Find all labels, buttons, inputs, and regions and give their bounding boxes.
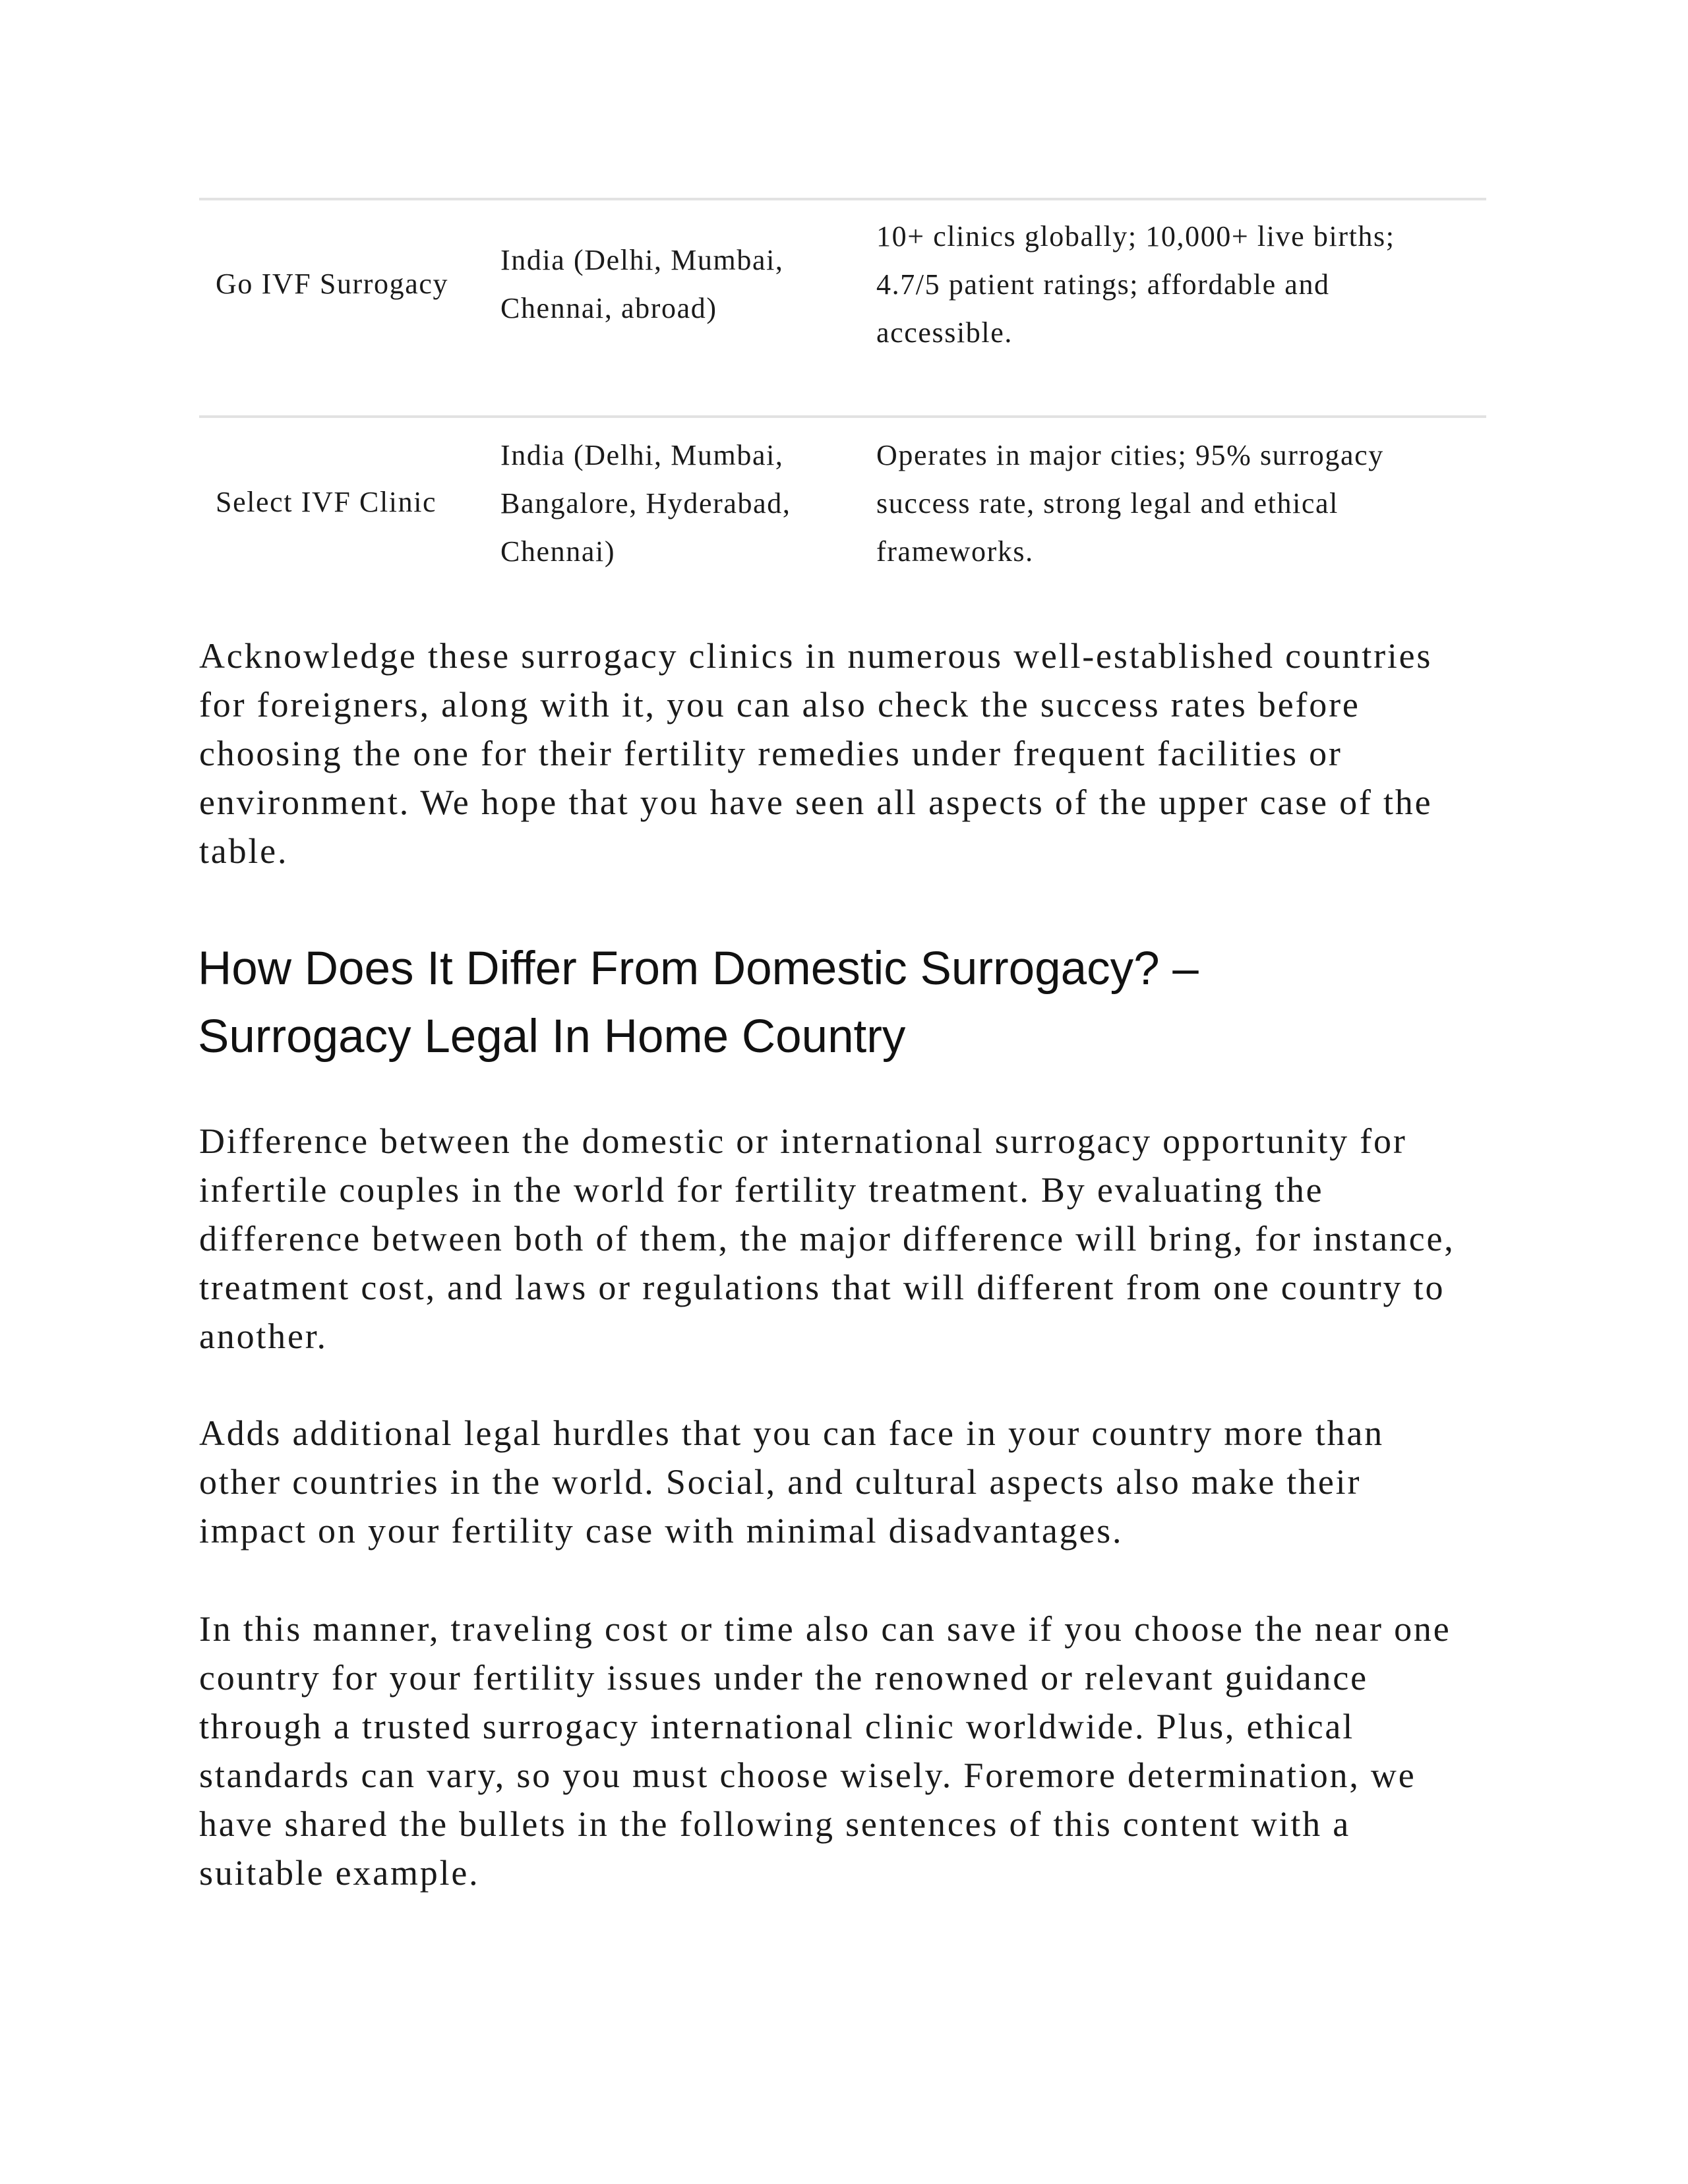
text-line: table.: [199, 831, 289, 871]
table-row: [199, 198, 1486, 415]
location-cell: [500, 431, 791, 576]
cell-line: success rate, strong legal and ethical: [876, 487, 1339, 519]
cell-line: accessible.: [876, 316, 1013, 349]
cell-line: Operates in major cities; 95% surrogacy: [876, 439, 1384, 471]
text-line: other countries in the world. Social, and cultural aspects also make their: [199, 1462, 1362, 1502]
text-line: difference between both of them, the major difference will bring, for instance,: [199, 1219, 1455, 1258]
cell-line: Go IVF Surrogacy: [216, 268, 449, 300]
paragraph-legal-hurdles: [199, 1409, 1384, 1555]
clinics-table: [199, 198, 1486, 587]
text-line: for foreigners, along with it, you can also check the success rates before: [199, 685, 1360, 724]
cell-line: Bangalore, Hyderabad,: [500, 487, 791, 519]
text-line: another.: [199, 1316, 328, 1356]
text-line: Adds additional legal hurdles that you can face in your country more than: [199, 1413, 1384, 1453]
clinic-name-cell: [216, 478, 437, 526]
heading-line: How Does It Differ From Domestic Surrogacy? –: [198, 943, 1199, 995]
text-line: country for your fertility issues under the renowned or relevant guidance: [199, 1658, 1368, 1697]
cell-line: 4.7/5 patient ratings; affordable and: [876, 268, 1330, 301]
text-line: choosing the one for their fertility remedies under frequent facilities or: [199, 734, 1342, 773]
text-line: environment. We hope that you have seen all aspects of the upper case of the: [199, 782, 1433, 822]
cell-line: Chennai, abroad): [500, 292, 717, 324]
text-line: have shared the bullets in the following sentences of this content with a: [199, 1804, 1351, 1844]
section-heading: [198, 935, 1199, 1071]
cell-line: India (Delhi, Mumbai,: [500, 244, 784, 276]
cell-line: India (Delhi, Mumbai,: [500, 439, 784, 471]
text-line: through a trusted surrogacy international clinic worldwide. Plus, ethical: [199, 1707, 1354, 1746]
highlights-cell: [876, 212, 1395, 357]
text-line: standards can vary, so you must choose wisely. Foremore determination, we: [199, 1756, 1416, 1795]
cell-line: Chennai): [500, 535, 616, 568]
table-row: [199, 415, 1486, 587]
heading-line: Surrogacy Legal In Home Country: [198, 1011, 906, 1063]
cell-line: frameworks.: [876, 535, 1034, 568]
clinic-name-cell: [216, 260, 448, 308]
location-cell: [500, 236, 784, 332]
text-line: infertile couples in the world for fertility treatment. By evaluating the: [199, 1170, 1324, 1210]
text-line: impact on your fertility case with minimal disadvantages.: [199, 1511, 1124, 1550]
text-line: suitable example.: [199, 1853, 480, 1893]
text-line: treatment cost, and laws or regulations that will different from one country to: [199, 1268, 1445, 1307]
paragraph-difference: [199, 1117, 1455, 1361]
text-line: Acknowledge these surrogacy clinics in numerous well-established countries: [199, 636, 1433, 676]
paragraph-acknowledge: [199, 632, 1432, 875]
cell-line: 10+ clinics globally; 10,000+ live births;: [876, 220, 1395, 252]
cell-line: Select IVF Clinic: [216, 486, 437, 518]
highlights-cell: [876, 431, 1384, 576]
paragraph-travel-cost: [199, 1605, 1451, 1897]
text-line: Difference between the domestic or international surrogacy opportunity for: [199, 1121, 1407, 1161]
text-line: In this manner, traveling cost or time also can save if you choose the near one: [199, 1609, 1451, 1649]
